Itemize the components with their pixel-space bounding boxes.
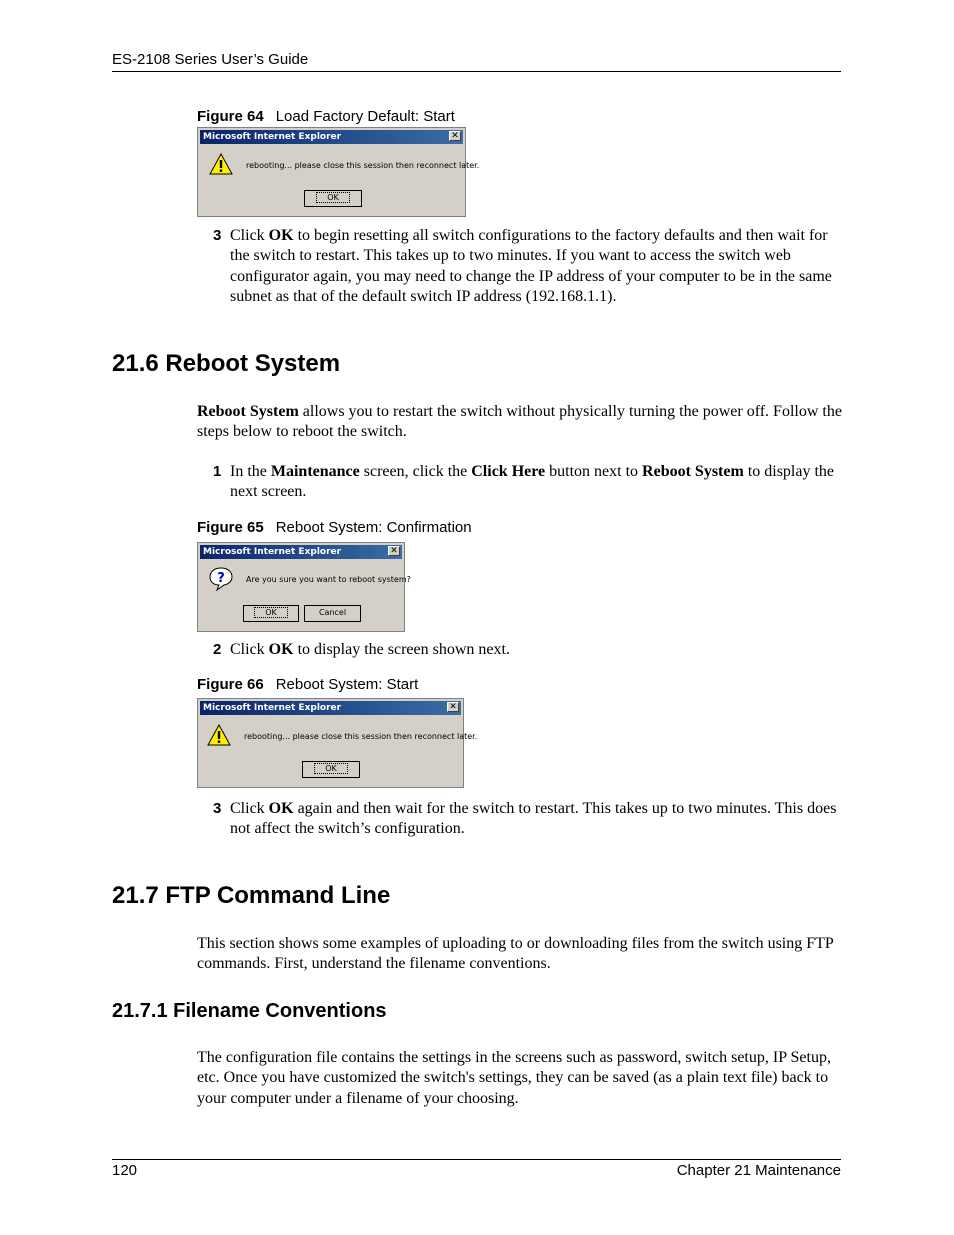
cancel-button[interactable]: [304, 605, 361, 622]
ok-button[interactable]: [243, 605, 299, 622]
step-text: screen, click the: [359, 463, 472, 480]
ok-label: OK: [316, 192, 350, 203]
step-text: In the: [230, 463, 271, 480]
page-number: 120: [112, 1162, 138, 1179]
section-21-6-intro: [197, 402, 842, 443]
close-icon[interactable]: ✕: [447, 702, 459, 712]
step-text: Click: [230, 641, 269, 658]
step-number: 3: [213, 800, 222, 817]
figure-64-dialog: [197, 127, 480, 217]
ok-button[interactable]: [302, 761, 360, 778]
step-text: again and then wait for the switch to restart. This takes up to two minutes. This does not affect the switch’s configuration.: [230, 800, 837, 838]
step-number: 1: [213, 463, 222, 480]
figure-number: Figure 64: [197, 108, 264, 125]
step-bold-ok: OK: [268, 800, 294, 817]
close-icon[interactable]: ✕: [449, 131, 461, 141]
figure-title: Load Factory Default: Start: [275, 108, 455, 125]
dialog-title: Microsoft Internet Explorer: [200, 545, 402, 559]
step-3-wait-restart: [213, 799, 842, 840]
step-text: to display the screen shown next.: [293, 641, 510, 658]
subsection-heading-21-7-1: 21.7.1 Filename Conventions: [112, 1000, 387, 1022]
step-text: Click: [230, 227, 269, 244]
dialog-title: Microsoft Internet Explorer: [200, 130, 463, 144]
header-rule: [112, 71, 841, 72]
section-heading-21-6: 21.6 Reboot System: [112, 350, 341, 377]
question-icon: [208, 566, 234, 592]
step-number: 2: [213, 641, 222, 658]
cancel-label: Cancel: [318, 608, 347, 617]
step-text: to display the next screen.: [230, 463, 835, 501]
figure-number: Figure 65: [197, 519, 264, 536]
close-icon[interactable]: ✕: [388, 546, 400, 556]
step-bold: Reboot System: [642, 463, 744, 480]
step-bold-ok: OK: [268, 641, 294, 658]
step-bold: Maintenance: [270, 463, 360, 480]
dialog-title: Microsoft Internet Explorer: [200, 701, 461, 715]
subsection-21-7-1-paragraph: The configuration file contains the settings in the screens such as password, switch setup, IP Setup, etc. Once you have customized the switch's settings, they can be saved (as a plain text file) back to your computer under a filename of your choosing.: [197, 1049, 831, 1107]
dialog-message: Are you sure you want to reboot system?: [246, 575, 411, 584]
figure-66-caption: [197, 676, 418, 693]
dialog-message: rebooting... please close this session then reconnect later.: [244, 732, 478, 741]
figure-title: Reboot System: Confirmation: [275, 519, 472, 536]
section-21-7-intro: This section shows some examples of uploading to or downloading files from the switch using FTP commands. First, understand the filename conventions.: [197, 935, 834, 973]
ok-button[interactable]: [304, 190, 362, 207]
figure-64-caption: [197, 108, 455, 125]
warning-icon: [207, 724, 231, 746]
footer-rule: [112, 1159, 841, 1160]
intro-bold: Reboot System: [197, 403, 299, 420]
step-text: to begin resetting all switch configurations to the factory defaults and then wait for the switch to restart. This takes up to two minutes. If you want to access the switch web configurator again, you may need to change the IP address of your computer to be in the same subnet as that of the default switch IP address (192.168.1.1).: [230, 227, 832, 306]
figure-65-dialog: [197, 542, 411, 632]
figure-number: Figure 66: [197, 676, 264, 693]
running-header: ES-2108 Series User’s Guide: [112, 51, 309, 68]
step-text: Click: [230, 800, 269, 817]
chapter-title: Chapter 21 Maintenance: [676, 1162, 841, 1179]
step-number: 3: [213, 227, 222, 244]
step-text: button next to: [545, 463, 643, 480]
step-1-open-maintenance: [213, 462, 842, 503]
step-bold: Click Here: [471, 463, 546, 480]
step-bold-ok: OK: [268, 227, 294, 244]
dialog-message: rebooting... please close this session then reconnect later.: [246, 161, 480, 170]
section-heading-21-7: 21.7 FTP Command Line: [112, 882, 391, 909]
warning-icon: [209, 153, 233, 175]
svg-text:?: ?: [217, 571, 225, 586]
figure-title: Reboot System: Start: [275, 676, 419, 693]
step-2-click-ok: [213, 640, 842, 660]
intro-text: allows you to restart the switch without physically turning the power off. Follow the steps below to reboot the switch.: [197, 403, 842, 441]
ok-label: OK: [254, 607, 288, 618]
figure-66-dialog: [197, 698, 478, 788]
step-3-begin-reset: [213, 226, 842, 308]
figure-65-caption: [197, 519, 472, 536]
ok-label: OK: [314, 763, 348, 774]
